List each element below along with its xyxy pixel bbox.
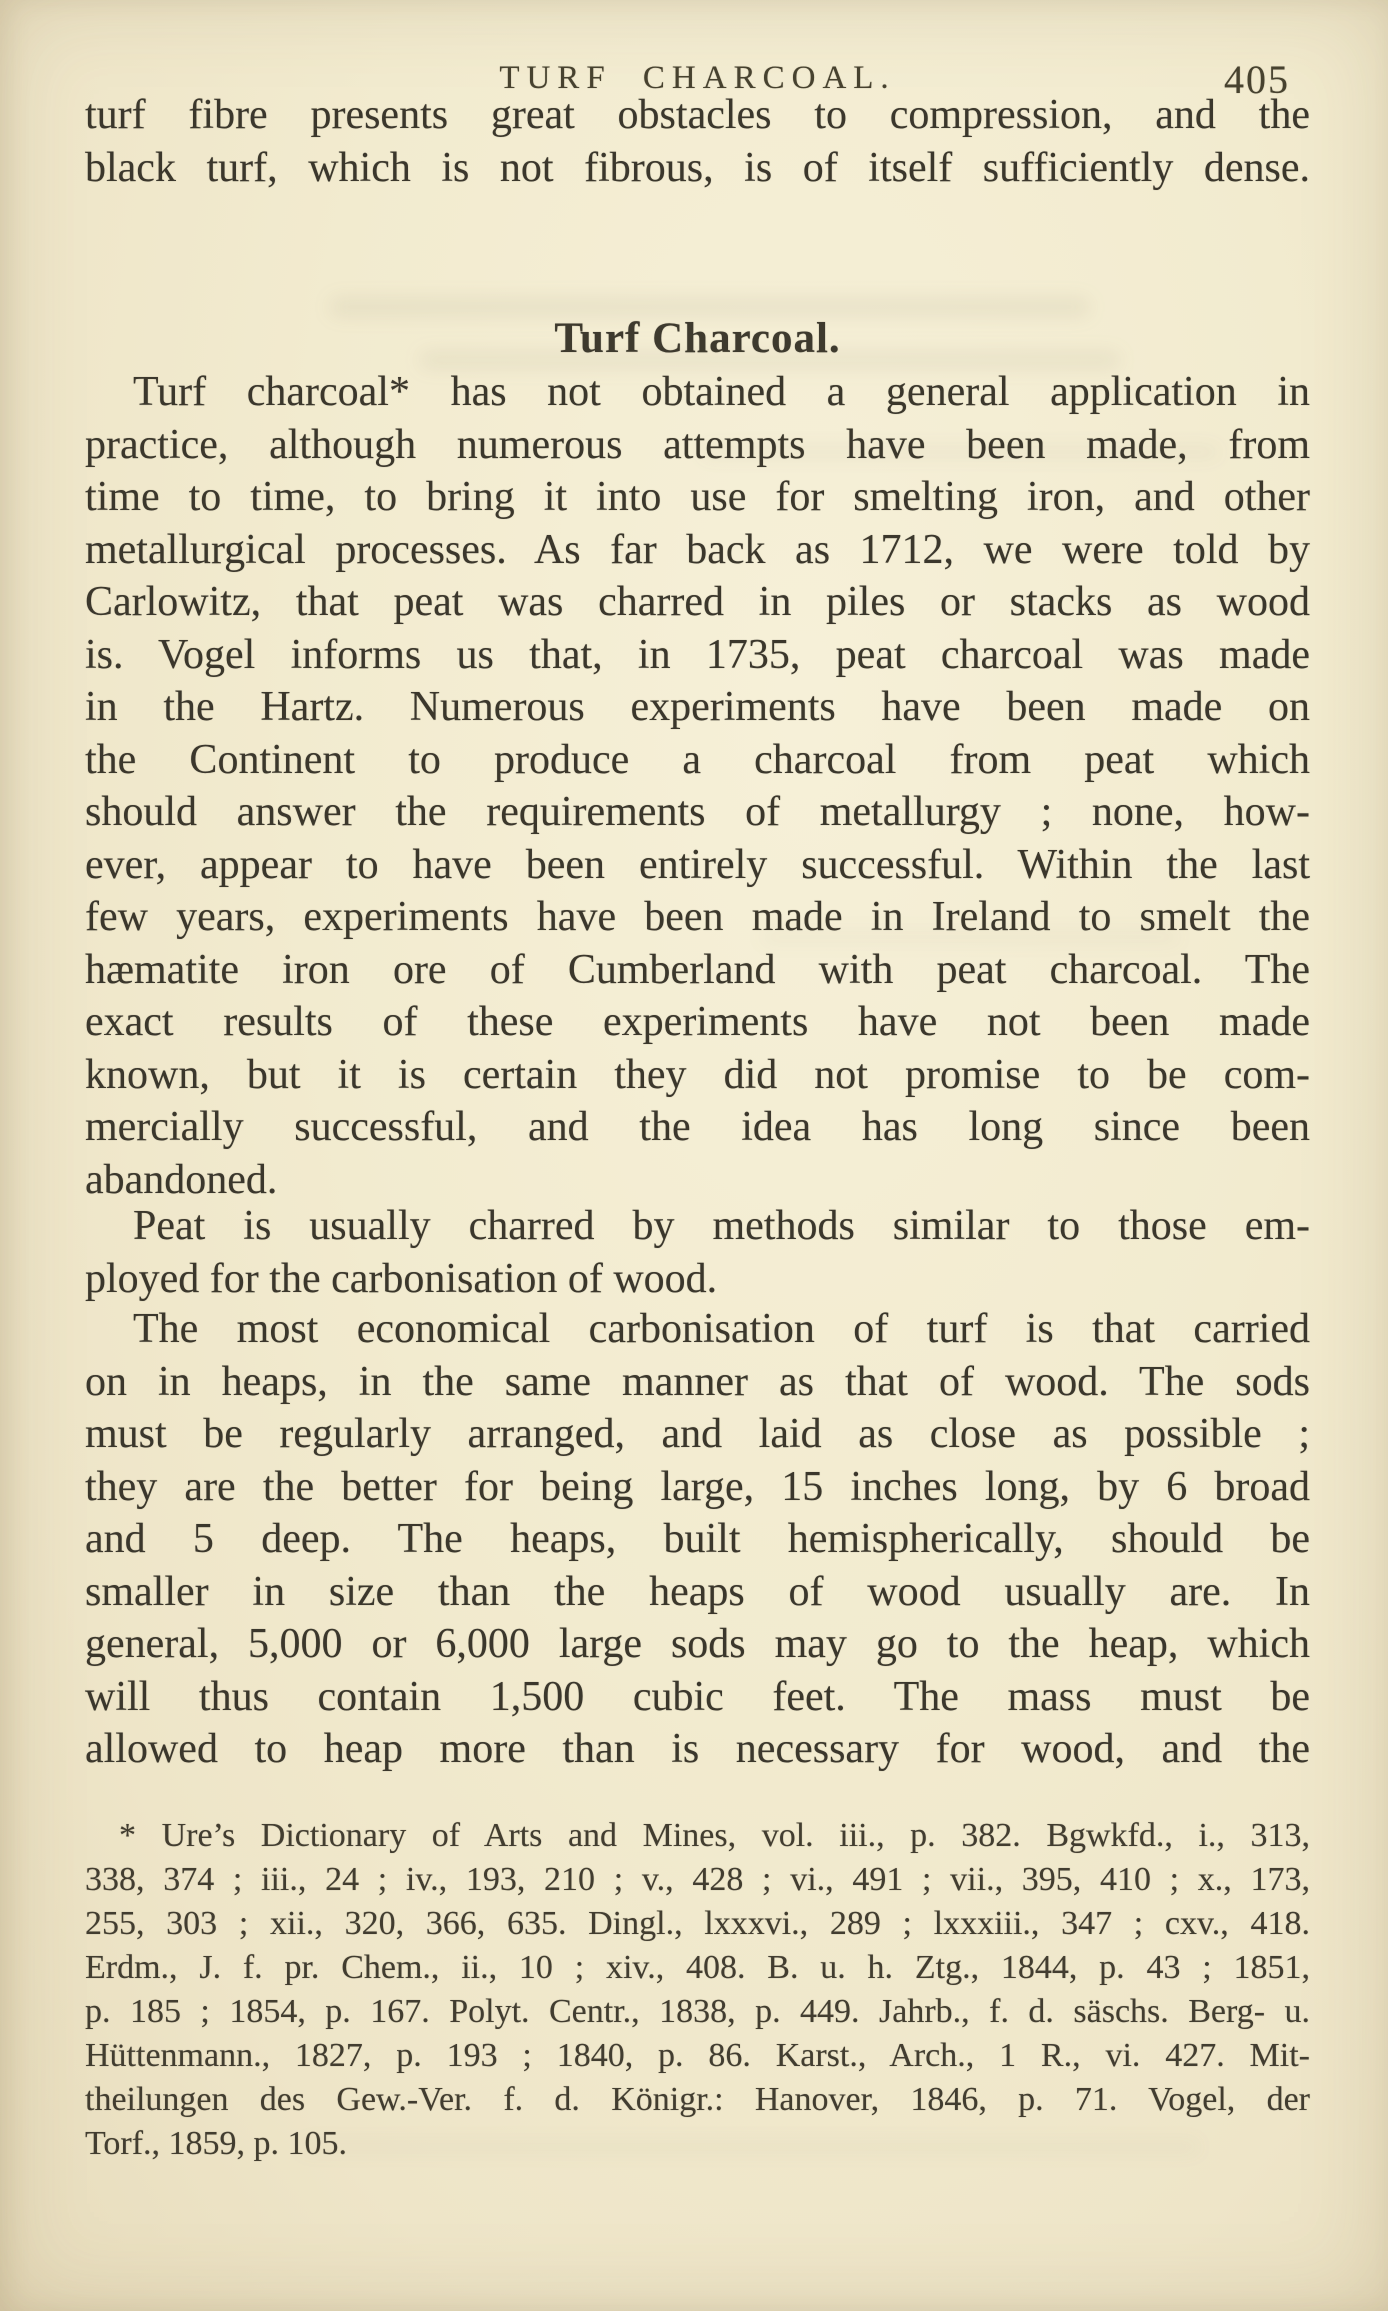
text-line: they are the better for being large, 15 inches long, by 6 broad bbox=[85, 1463, 1310, 1510]
text-line: Peat is usually charred by methods similar to those em- bbox=[133, 1203, 1310, 1249]
text-line: ployed for the carbonisation of wood. bbox=[85, 1255, 718, 1302]
text-line: the Continent to produce a charcoal from peat which bbox=[85, 736, 1310, 783]
text-line: The most economical carbonisation of turf is that carried bbox=[133, 1306, 1310, 1352]
text-line: is. Vogel informs us that, in 1735, peat charcoal was made bbox=[85, 631, 1310, 678]
text-line: known, but it is certain they did not promise to be com- bbox=[85, 1051, 1310, 1098]
footnote-line: Erdm., J. f. pr. Chem., ii., 10 ; xiv., 408. B. u. h. Ztg., 1844, p. 43 ; 1851, bbox=[85, 1948, 1310, 1986]
page-body bbox=[85, 89, 1310, 2166]
text-line: in the Hartz. Numerous experiments have been made on bbox=[85, 684, 1310, 730]
text-line: abandoned. bbox=[85, 1156, 278, 1203]
text-line: time to time, to bring it into use for smelting iron, and other bbox=[85, 474, 1310, 520]
footnote-line: Torf., 1859, p. 105. bbox=[85, 2124, 348, 2162]
paragraph-continuation bbox=[85, 89, 1310, 194]
footnote-line: Hüttenmann., 1827, p. 193 ; 1840, p. 86. Karst., Arch., 1 R., vi. 427. Mit- bbox=[85, 2036, 1310, 2074]
text-line: should answer the requirements of metallurgy ; none, how- bbox=[85, 789, 1310, 835]
text-line: will thus contain 1,500 cubic feet. The mass must be bbox=[85, 1673, 1310, 1720]
footnote-line: theilungen des Gew.-Ver. f. d. Königr.: Hanover, 1846, p. 71. Vogel, der bbox=[85, 2080, 1310, 2118]
footnote-line: p. 185 ; 1854, p. 167. Polyt. Centr., 1838, p. 449. Jahrb., f. d. säschs. Berg- u. bbox=[85, 1992, 1310, 2030]
text-line: general, 5,000 or 6,000 large sods may go to the heap, which bbox=[85, 1621, 1310, 1667]
text-line: must be regularly arranged, and laid as close as possible ; bbox=[85, 1411, 1310, 1457]
text-line: mercially successful, and the idea has long since been bbox=[85, 1104, 1310, 1150]
text-line: turf fibre presents great obstacles to compression, and the bbox=[85, 92, 1310, 138]
text-line: metallurgical processes. As far back as 1712, we were told by bbox=[85, 526, 1310, 573]
text-line: and 5 deep. The heaps, built hemispherically, should be bbox=[85, 1516, 1310, 1562]
running-title: TURF CHARCOAL. bbox=[499, 60, 896, 96]
text-line: on in heaps, in the same manner as that of wood. The sods bbox=[85, 1358, 1310, 1405]
text-line: practice, although numerous attempts have been made, from bbox=[85, 421, 1310, 468]
text-line: Carlowitz, that peat was charred in piles or stacks as wood bbox=[85, 579, 1310, 625]
paragraph bbox=[85, 366, 1310, 1206]
text-line: exact results of these experiments have not been made bbox=[85, 999, 1310, 1045]
text-line: allowed to heap more than is necessary for wood, and the bbox=[85, 1726, 1310, 1772]
text-line: few years, experiments have been made in Ireland to smelt the bbox=[85, 894, 1310, 940]
footnote-line: 338, 374 ; iii., 24 ; iv., 193, 210 ; v., 428 ; vi., 491 ; vii., 395, 410 ; x., 173, bbox=[85, 1860, 1310, 1898]
text-line: smaller in size than the heaps of wood usually are. In bbox=[85, 1568, 1310, 1615]
paragraph bbox=[85, 1303, 1310, 1776]
text-line: Turf charcoal* has not obtained a general application in bbox=[133, 369, 1310, 415]
page-number: 405 bbox=[1224, 57, 1290, 102]
text-line: ever, appear to have been entirely successful. Within the last bbox=[85, 841, 1310, 888]
footnote bbox=[85, 1814, 1310, 2166]
text-line: black turf, which is not fibrous, is of itself sufficiently dense. bbox=[85, 144, 1310, 191]
paragraph bbox=[85, 1200, 1310, 1305]
text-line: hæmatite iron ore of Cumberland with peat charcoal. The bbox=[85, 946, 1310, 993]
footnote-line: 255, 303 ; xii., 320, 366, 635. Dingl., lxxxvi., 289 ; lxxxiii., 347 ; cxv., 418. bbox=[85, 1904, 1310, 1942]
section-heading: Turf Charcoal. bbox=[554, 315, 841, 362]
footnote-line: * Ure’s Dictionary of Arts and Mines, vol. iii., p. 382. Bgwkfd., i., 313, bbox=[119, 1816, 1310, 1854]
